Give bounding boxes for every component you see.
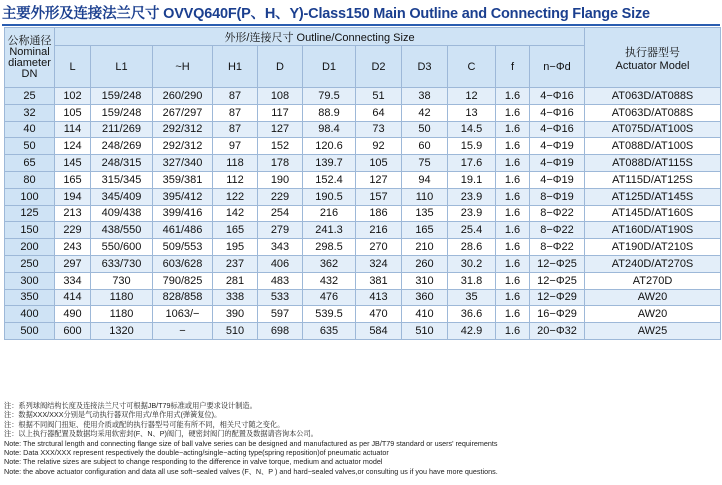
- table-cell: 8−Φ22: [530, 222, 585, 239]
- table-cell: 343: [258, 239, 303, 256]
- table-row: [5, 222, 721, 239]
- table-row: [5, 323, 721, 340]
- column-header: H1: [213, 46, 258, 88]
- table-cell: 4−Φ19: [530, 138, 585, 155]
- table-cell: 254: [258, 205, 303, 222]
- table-cell: 102: [55, 88, 91, 105]
- actuator-cell: AW25: [585, 323, 721, 340]
- table-cell: 165: [213, 222, 258, 239]
- dn-cell: 125: [5, 205, 55, 222]
- table-cell: 248/269: [91, 138, 153, 155]
- table-cell: 159/248: [91, 88, 153, 105]
- column-header: n−Φd: [530, 46, 585, 88]
- table-cell: 23.9: [448, 205, 496, 222]
- table-row: [5, 188, 721, 205]
- table-cell: 1.6: [496, 323, 530, 340]
- table-cell: 414: [55, 289, 91, 306]
- table-cell: 120.6: [303, 138, 356, 155]
- actuator-cell: AT075D/AT100S: [585, 121, 721, 138]
- dn-cell: 32: [5, 104, 55, 121]
- table-cell: 20−Φ32: [530, 323, 585, 340]
- table-cell: 260: [402, 255, 448, 272]
- table-cell: 210: [402, 239, 448, 256]
- table-cell: 1.6: [496, 205, 530, 222]
- table-cell: 1.6: [496, 255, 530, 272]
- note-line: Note: The strctural length and connecting flange size of ball valve series can be designed and manufactured as per JB/T79 standard or users' requirements: [4, 438, 498, 448]
- table-cell: 510: [213, 323, 258, 340]
- table-cell: 260/290: [153, 88, 213, 105]
- note-line: Note: Data XXX/XXX represent respectively the double−acting/single−acting type(spring reposition)of pneumatic actuator: [4, 448, 389, 458]
- table-cell: 135: [402, 205, 448, 222]
- actuator-cell: AT125D/AT145S: [585, 188, 721, 205]
- table-cell: 281: [213, 272, 258, 289]
- table-cell: 1.6: [496, 306, 530, 323]
- table-cell: 87: [213, 104, 258, 121]
- dn-header-line: diameter: [8, 56, 51, 69]
- table-cell: 165: [402, 222, 448, 239]
- table-cell: 8−Φ22: [530, 239, 585, 256]
- table-cell: 229: [258, 188, 303, 205]
- table-cell: 88.9: [303, 104, 356, 121]
- spec-table: [4, 27, 721, 340]
- table-cell: 334: [55, 272, 91, 289]
- table-cell: 98.4: [303, 121, 356, 138]
- table-cell: 1.6: [496, 138, 530, 155]
- table-row: [5, 121, 721, 138]
- table-cell: 8−Φ22: [530, 205, 585, 222]
- table-cell: 292/312: [153, 138, 213, 155]
- table-cell: 270: [356, 239, 402, 256]
- actuator-cell: AT240D/AT270S: [585, 255, 721, 272]
- table-cell: 42: [402, 104, 448, 121]
- table-cell: 110: [402, 188, 448, 205]
- table-cell: 409/438: [91, 205, 153, 222]
- title-divider: [2, 24, 720, 26]
- table-cell: 17.6: [448, 155, 496, 172]
- table-cell: 550/600: [91, 239, 153, 256]
- column-header: D3: [402, 46, 448, 88]
- table-cell: 94: [402, 171, 448, 188]
- actuator-cell: AT088D/AT115S: [585, 155, 721, 172]
- dn-cell: 50: [5, 138, 55, 155]
- table-cell: 159/248: [91, 104, 153, 121]
- table-cell: −: [153, 323, 213, 340]
- table-cell: 292/312: [153, 121, 213, 138]
- table-cell: 12−Φ25: [530, 255, 585, 272]
- column-header: L1: [91, 46, 153, 88]
- actuator-cell: AT115D/AT125S: [585, 171, 721, 188]
- actuator-cell: AT063D/AT088S: [585, 104, 721, 121]
- table-cell: 1180: [91, 306, 153, 323]
- dn-header-line: 公称通径: [7, 34, 52, 47]
- table-cell: 127: [258, 121, 303, 138]
- table-cell: 510: [402, 323, 448, 340]
- table-cell: 633/730: [91, 255, 153, 272]
- table-cell: 216: [303, 205, 356, 222]
- column-header: f: [496, 46, 530, 88]
- note-line: Note: The relative sizes are subject to change responding to the difference in valve torque, medium and actuator model: [4, 457, 383, 467]
- table-cell: 279: [258, 222, 303, 239]
- table-cell: 142: [213, 205, 258, 222]
- table-cell: 1063/−: [153, 306, 213, 323]
- actuator-header-line: 执行器型号: [625, 46, 681, 59]
- table-cell: 92: [356, 138, 402, 155]
- table-cell: 117: [258, 104, 303, 121]
- table-cell: 216: [356, 222, 402, 239]
- dn-cell: 350: [5, 289, 55, 306]
- table-cell: 124: [55, 138, 91, 155]
- table-cell: 190.5: [303, 188, 356, 205]
- table-cell: 229: [55, 222, 91, 239]
- table-cell: 297: [55, 255, 91, 272]
- actuator-cell: AT063D/AT088S: [585, 88, 721, 105]
- table-cell: 1.6: [496, 272, 530, 289]
- actuator-header: [585, 28, 721, 88]
- table-cell: 194: [55, 188, 91, 205]
- table-cell: 13: [448, 104, 496, 121]
- table-cell: 51: [356, 88, 402, 105]
- page-title: 主要外形及连接法兰尺寸 OVVQ640F(P、H、Y)-Class150 Main Outline and Connecting Flange Size: [2, 6, 650, 22]
- table-cell: 533: [258, 289, 303, 306]
- actuator-cell: AW20: [585, 289, 721, 306]
- table-row: [5, 138, 721, 155]
- table-cell: 195: [213, 239, 258, 256]
- table-cell: 1180: [91, 289, 153, 306]
- table-cell: 145: [55, 155, 91, 172]
- table-cell: 23.9: [448, 188, 496, 205]
- table-cell: 87: [213, 88, 258, 105]
- table-cell: 267/297: [153, 104, 213, 121]
- table-cell: 1.6: [496, 104, 530, 121]
- table-cell: 8−Φ19: [530, 188, 585, 205]
- table-cell: 241.3: [303, 222, 356, 239]
- table-cell: 97: [213, 138, 258, 155]
- table-cell: 698: [258, 323, 303, 340]
- table-cell: 1.6: [496, 121, 530, 138]
- table-row: [5, 289, 721, 306]
- table-row: [5, 306, 721, 323]
- table-cell: 73: [356, 121, 402, 138]
- dn-header: [5, 28, 55, 88]
- actuator-cell: AT190D/AT210S: [585, 239, 721, 256]
- actuator-cell: AT145D/AT160S: [585, 205, 721, 222]
- table-cell: 381: [356, 272, 402, 289]
- table-cell: 790/825: [153, 272, 213, 289]
- table-cell: 12: [448, 88, 496, 105]
- table-cell: 211/269: [91, 121, 153, 138]
- column-header: D: [258, 46, 303, 88]
- table-cell: 38: [402, 88, 448, 105]
- table-cell: 1.6: [496, 239, 530, 256]
- column-header: D2: [356, 46, 402, 88]
- dn-cell: 200: [5, 239, 55, 256]
- table-row: [5, 272, 721, 289]
- table-cell: 14.5: [448, 121, 496, 138]
- table-cell: 108: [258, 88, 303, 105]
- table-cell: 118: [213, 155, 258, 172]
- table-cell: 42.9: [448, 323, 496, 340]
- table-cell: 4−Φ16: [530, 104, 585, 121]
- table-cell: 105: [55, 104, 91, 121]
- table-cell: 190: [258, 171, 303, 188]
- table-cell: 327/340: [153, 155, 213, 172]
- dn-cell: 400: [5, 306, 55, 323]
- dn-cell: 40: [5, 121, 55, 138]
- table-cell: 75: [402, 155, 448, 172]
- table-cell: 1.6: [496, 88, 530, 105]
- table-cell: 15.9: [448, 138, 496, 155]
- table-cell: 539.5: [303, 306, 356, 323]
- table-cell: 114: [55, 121, 91, 138]
- table-cell: 395/412: [153, 188, 213, 205]
- table-cell: 315/345: [91, 171, 153, 188]
- table-cell: 1.6: [496, 188, 530, 205]
- table-cell: 4−Φ16: [530, 121, 585, 138]
- actuator-header-line: Actuator Model: [615, 59, 690, 72]
- column-header: L: [55, 46, 91, 88]
- table-cell: 730: [91, 272, 153, 289]
- table-cell: 16−Φ29: [530, 306, 585, 323]
- table-cell: 461/486: [153, 222, 213, 239]
- table-cell: 213: [55, 205, 91, 222]
- column-header: ~H: [153, 46, 213, 88]
- table-cell: 127: [356, 171, 402, 188]
- table-cell: 87: [213, 121, 258, 138]
- actuator-cell: AT270D: [585, 272, 721, 289]
- table-cell: 635: [303, 323, 356, 340]
- column-header: C: [448, 46, 496, 88]
- table-cell: 362: [303, 255, 356, 272]
- note-line: 注：根据不同阀门扭矩、使用介质或配的执行器型号可能有所不同，相关尺寸随之变化。: [4, 419, 285, 429]
- dn-cell: 100: [5, 188, 55, 205]
- table-cell: 28.6: [448, 239, 496, 256]
- dn-cell: 25: [5, 88, 55, 105]
- actuator-cell: AT088D/AT100S: [585, 138, 721, 155]
- notes-section: [4, 401, 720, 476]
- table-cell: 152: [258, 138, 303, 155]
- table-cell: 36.6: [448, 306, 496, 323]
- table-row: [5, 171, 721, 188]
- table-cell: 165: [55, 171, 91, 188]
- actuator-cell: AT160D/AT190S: [585, 222, 721, 239]
- actuator-cell: AW20: [585, 306, 721, 323]
- table-cell: 178: [258, 155, 303, 172]
- table-cell: 1.6: [496, 155, 530, 172]
- table-cell: 4−Φ19: [530, 155, 585, 172]
- dn-cell: 500: [5, 323, 55, 340]
- table-cell: 243: [55, 239, 91, 256]
- table-cell: 298.5: [303, 239, 356, 256]
- table-cell: 476: [303, 289, 356, 306]
- table-cell: 157: [356, 188, 402, 205]
- dn-cell: 300: [5, 272, 55, 289]
- table-cell: 410: [402, 306, 448, 323]
- table-cell: 105: [356, 155, 402, 172]
- table-cell: 1320: [91, 323, 153, 340]
- table-cell: 413: [356, 289, 402, 306]
- dn-cell: 80: [5, 171, 55, 188]
- table-cell: 12−Φ29: [530, 289, 585, 306]
- table-cell: 324: [356, 255, 402, 272]
- column-header: D1: [303, 46, 356, 88]
- table-cell: 60: [402, 138, 448, 155]
- table-row: [5, 205, 721, 222]
- table-row: [5, 88, 721, 105]
- note-line: Note: the above actuator configuration and data all use soft−sealed valves (F、N、P ) and hard−sealed valves,or consulting us if you have more questions.: [4, 466, 498, 476]
- table-row: [5, 239, 721, 256]
- table-cell: 399/416: [153, 205, 213, 222]
- table-cell: 4−Φ16: [530, 88, 585, 105]
- table-row: [5, 155, 721, 172]
- table-cell: 597: [258, 306, 303, 323]
- dn-cell: 150: [5, 222, 55, 239]
- note-line: 注：系列球阀结构长度及连接法兰尺寸可根据JB/T79标准或用户要求设计制造。: [4, 401, 257, 410]
- table-cell: 438/550: [91, 222, 153, 239]
- table-cell: 50: [402, 121, 448, 138]
- table-cell: 4−Φ19: [530, 171, 585, 188]
- table-row: [5, 255, 721, 272]
- table-cell: 1.6: [496, 289, 530, 306]
- table-cell: 470: [356, 306, 402, 323]
- table-cell: 248/315: [91, 155, 153, 172]
- table-cell: 19.1: [448, 171, 496, 188]
- table-cell: 432: [303, 272, 356, 289]
- dn-header-line: Nominal: [9, 45, 50, 58]
- outline-group-header: 外形/连接尺寸 Outline/Connecting Size: [55, 28, 585, 46]
- note-line: 注：以上执行器配置及数据均采用软密封(F、N、P)阀门，硬密封阀门的配置及数据请咨询本公司。: [4, 429, 318, 439]
- dn-header-line: DN: [21, 67, 38, 80]
- table-cell: 64: [356, 104, 402, 121]
- note-line: 注：数据XXX/XXX分别是气动执行器双作用式/单作用式(弹簧复位)。: [4, 410, 222, 420]
- table-cell: 152.4: [303, 171, 356, 188]
- table-cell: 122: [213, 188, 258, 205]
- table-cell: 338: [213, 289, 258, 306]
- table-cell: 25.4: [448, 222, 496, 239]
- table-cell: 584: [356, 323, 402, 340]
- table-cell: 360: [402, 289, 448, 306]
- table-cell: 1.6: [496, 222, 530, 239]
- table-cell: 1.6: [496, 171, 530, 188]
- table-cell: 79.5: [303, 88, 356, 105]
- dn-cell: 65: [5, 155, 55, 172]
- table-cell: 237: [213, 255, 258, 272]
- table-cell: 139.7: [303, 155, 356, 172]
- table-cell: 345/409: [91, 188, 153, 205]
- table-cell: 31.8: [448, 272, 496, 289]
- dn-cell: 250: [5, 255, 55, 272]
- table-cell: 30.2: [448, 255, 496, 272]
- table-cell: 390: [213, 306, 258, 323]
- table-row: [5, 104, 721, 121]
- table-cell: 828/858: [153, 289, 213, 306]
- table-cell: 603/628: [153, 255, 213, 272]
- table-cell: 600: [55, 323, 91, 340]
- table-cell: 359/381: [153, 171, 213, 188]
- table-cell: 490: [55, 306, 91, 323]
- table-cell: 310: [402, 272, 448, 289]
- table-cell: 509/553: [153, 239, 213, 256]
- table-cell: 186: [356, 205, 402, 222]
- table-cell: 112: [213, 171, 258, 188]
- table-cell: 35: [448, 289, 496, 306]
- table-cell: 12−Φ25: [530, 272, 585, 289]
- table-cell: 483: [258, 272, 303, 289]
- table-cell: 406: [258, 255, 303, 272]
